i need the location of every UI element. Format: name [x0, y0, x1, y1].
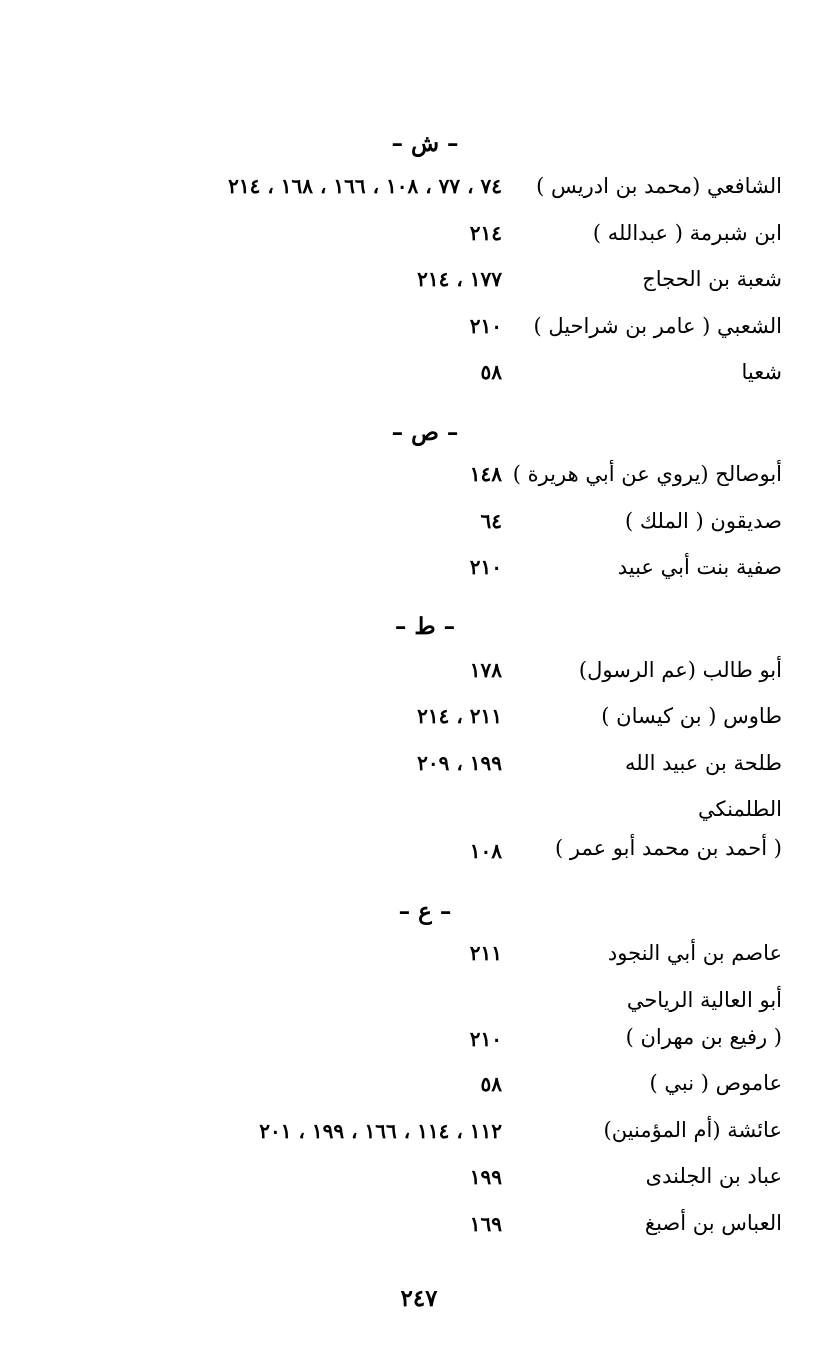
entry-pages: ١٩٩ [469, 1165, 502, 1189]
entry-pages: ٢١٠ [469, 555, 502, 579]
entry-name: شعيا [741, 360, 782, 384]
entry-pages: ٢١٤ [469, 221, 502, 245]
entry-pages: ٥٨ [480, 1072, 502, 1096]
entry-pages: ١٧٨ [469, 658, 502, 682]
entry-name: أبو العالية الرياحي [626, 988, 782, 1012]
entry-pages: ١٠٨ [469, 839, 502, 863]
entry-pages: ١٦٩ [469, 1212, 502, 1236]
entry-name: عباد بن الجلندى [645, 1164, 782, 1188]
section-heading-shin: – ش – [391, 130, 459, 157]
entry-name: عاصم بن أبي النجود [607, 941, 782, 965]
entry-pages: ٢١١ [469, 941, 502, 965]
section-heading-sad: – ص – [391, 419, 459, 446]
entry-name: طلحة بن عبيد الله [624, 751, 782, 775]
entry-name: صديقون ( الملك ) [624, 509, 782, 533]
entry-pages: ١٩٩ ، ٢٠٩ [417, 751, 502, 775]
entry-name: الشعبي ( عامر بن شراحيل ) [533, 314, 782, 338]
entry-pages: ٥٨ [480, 360, 502, 384]
entry-name: عائشة (أم المؤمنين) [603, 1118, 782, 1142]
entry-name: ابن شبرمة ( عبدالله ) [592, 221, 782, 245]
entry-pages: ٦٤ [480, 509, 502, 533]
entry-name: أبو طالب (عم الرسول) [578, 658, 782, 682]
entry-name: أبوصالح (يروي عن أبي هريرة ) [512, 462, 782, 486]
section-heading-ta: – ط – [394, 613, 456, 640]
entry-name: طاوس ( بن كيسان ) [601, 704, 782, 728]
entry-pages: ٢١٠ [469, 1027, 502, 1051]
entry-name: الشافعي (محمد بن ادريس ) [536, 174, 782, 198]
entry-name: عاموص ( نبي ) [649, 1071, 782, 1095]
entry-pages: ١٧٧ ، ٢١٤ [417, 267, 502, 291]
section-heading-ayn: – ع – [398, 898, 452, 925]
entry-pages: ٢١٠ [469, 314, 502, 338]
entry-pages: ١١٢ ، ١١٤ ، ١٦٦ ، ١٩٩ ، ٢٠١ [259, 1119, 502, 1143]
entry-pages: ١٤٨ [469, 462, 502, 486]
entry-name: ( أحمد بن محمد أبو عمر ) [554, 836, 782, 860]
entry-name: الطلمنكي [698, 797, 782, 821]
page-number: ٢٤٧ [400, 1285, 438, 1312]
entry-name: شعبة بن الحجاج [642, 267, 782, 291]
entry-pages: ٢١١ ، ٢١٤ [417, 704, 502, 728]
entry-name: ( رفيع بن مهران ) [625, 1025, 782, 1049]
entry-pages: ٧٤ ، ٧٧ ، ١٠٨ ، ١٦٦ ، ١٦٨ ، ٢١٤ [228, 174, 502, 198]
entry-name: صفية بنت أبي عبيد [617, 555, 782, 579]
entry-name: العباس بن أصبغ [644, 1211, 782, 1235]
